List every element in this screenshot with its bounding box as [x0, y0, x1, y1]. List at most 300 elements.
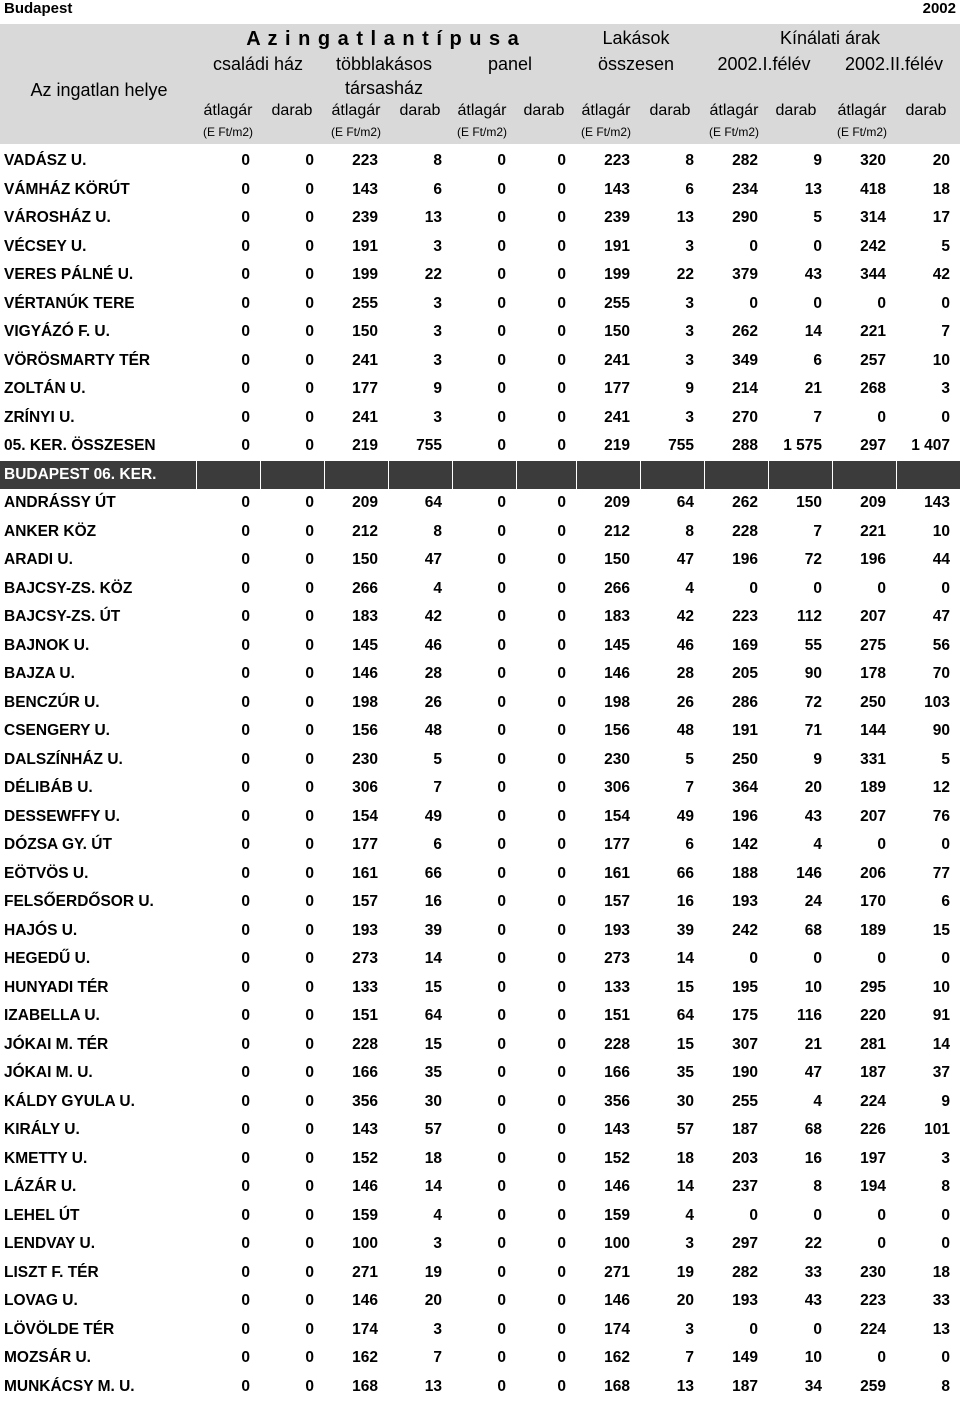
cell-value: 3: [941, 380, 950, 398]
cell-value: 270: [732, 408, 758, 426]
cell-value: 0: [557, 1377, 566, 1395]
street-name: CSENGERY U.: [4, 722, 110, 740]
cell-value: 0: [877, 294, 886, 312]
cell-value: 143: [924, 494, 950, 512]
cell-value: 275: [860, 636, 886, 654]
cell-value: 112: [796, 608, 822, 626]
cell-value: 191: [352, 237, 378, 255]
cell-value: 0: [497, 1035, 506, 1053]
cell-value: 0: [557, 1320, 566, 1338]
cell-value: 162: [604, 1349, 630, 1367]
cell-value: 0: [241, 579, 250, 597]
table-row: [0, 1116, 960, 1145]
cell-value: 0: [305, 522, 314, 540]
table-row: [0, 1002, 960, 1031]
cell-value: 177: [352, 836, 378, 854]
cell-value: [196, 461, 260, 490]
cell-value: 224: [860, 1092, 886, 1110]
cell-value: 0: [557, 693, 566, 711]
cell-value: 262: [732, 494, 758, 512]
cell-value: 0: [813, 237, 822, 255]
cell-value: 0: [497, 636, 506, 654]
cell-value: 21: [804, 1035, 822, 1053]
cell-value: 0: [813, 1206, 822, 1224]
cell-value: 6: [941, 893, 950, 911]
cell-value: 0: [557, 807, 566, 825]
cell-value: 8: [685, 522, 694, 540]
cell-value: 0: [497, 836, 506, 854]
cell-value: 8: [941, 1178, 950, 1196]
cell-value: 0: [241, 608, 250, 626]
cell-value: 199: [604, 266, 630, 284]
cell-value: 0: [305, 323, 314, 341]
cell-value: 0: [305, 1007, 314, 1025]
cell-value: 177: [604, 836, 630, 854]
cell-value: 0: [497, 608, 506, 626]
cell-value: 271: [604, 1263, 630, 1281]
cell-value: 9: [685, 380, 694, 398]
cell-value: 1 407: [911, 437, 950, 455]
cell-value: 3: [685, 1320, 694, 1338]
cell-value: 212: [352, 522, 378, 540]
cell-value: 64: [424, 1007, 442, 1025]
cell-value: 239: [352, 209, 378, 227]
street-name: VADÁSZ U.: [4, 152, 87, 170]
cell-value: 64: [424, 494, 442, 512]
avg-header: átlagár: [581, 102, 631, 119]
street-name: DALSZÍNHÁZ U.: [4, 750, 123, 768]
cell-value: 0: [497, 266, 506, 284]
cell-value: 188: [732, 864, 758, 882]
cell-value: 5: [433, 750, 442, 768]
cell-value: 10: [932, 522, 950, 540]
street-name: 05. KER. ÖSSZESEN: [4, 437, 156, 455]
cell-value: 48: [676, 722, 694, 740]
cell-value: 90: [804, 665, 822, 683]
cell-value: 297: [732, 1235, 758, 1253]
cell-value: 42: [676, 608, 694, 626]
cell-value: 48: [424, 722, 442, 740]
cell-value: 0: [497, 180, 506, 198]
cell-value: 0: [557, 1263, 566, 1281]
cell-value: 57: [424, 1121, 442, 1139]
cell-value: 183: [604, 608, 630, 626]
half2-header: 2002.II.félév: [844, 54, 944, 74]
cell-value: 0: [557, 779, 566, 797]
cell-value: 0: [497, 1235, 506, 1253]
cell-value: 90: [932, 722, 950, 740]
street-name: KÁLDY GYULA U.: [4, 1092, 135, 1110]
cell-value: 57: [676, 1121, 694, 1139]
cell-value: 0: [305, 380, 314, 398]
cell-value: 0: [497, 950, 506, 968]
cell-value: 230: [352, 750, 378, 768]
cell-value: 22: [804, 1235, 822, 1253]
cell-value: 0: [557, 294, 566, 312]
cell-value: 9: [941, 1092, 950, 1110]
unit-label: (E Ft/m2): [581, 125, 631, 139]
cell-value: 151: [604, 1007, 630, 1025]
cell-value: 0: [813, 1320, 822, 1338]
table-row: [0, 261, 960, 290]
cell-value: 0: [497, 1149, 506, 1167]
table-row: [0, 147, 960, 176]
cell-value: 20: [804, 779, 822, 797]
cell-value: 8: [813, 1178, 822, 1196]
cell-value: 152: [352, 1149, 378, 1167]
cell-value: [768, 461, 832, 490]
cell-value: 286: [732, 693, 758, 711]
cell-value: 43: [804, 807, 822, 825]
cell-value: 8: [685, 152, 694, 170]
cell-value: 0: [241, 1007, 250, 1025]
cell-value: 193: [604, 921, 630, 939]
unit-label: (E Ft/m2): [709, 125, 759, 139]
cell-value: 3: [685, 294, 694, 312]
cell-value: 193: [352, 921, 378, 939]
cell-value: 0: [497, 1007, 506, 1025]
street-name: LÁZÁR U.: [4, 1178, 77, 1196]
cell-value: 0: [305, 1121, 314, 1139]
cell-value: 0: [241, 950, 250, 968]
cell-value: 0: [305, 437, 314, 455]
cell-value: 9: [433, 380, 442, 398]
cell-value: 0: [941, 579, 950, 597]
cell-value: 9: [813, 152, 822, 170]
cell-value: 146: [796, 864, 822, 882]
cell-value: 49: [676, 807, 694, 825]
cell-value: 46: [424, 636, 442, 654]
table-row: [0, 660, 960, 689]
cell-value: 0: [305, 1320, 314, 1338]
cell-value: 0: [305, 665, 314, 683]
table-row: [0, 233, 960, 262]
cell-value: 35: [424, 1064, 442, 1082]
cell-value: 237: [732, 1178, 758, 1196]
cell-value: 0: [557, 864, 566, 882]
cell-value: 0: [305, 693, 314, 711]
cell-value: 177: [352, 380, 378, 398]
cell-value: 187: [860, 1064, 886, 1082]
cell-value: 0: [241, 1092, 250, 1110]
cell-value: 0: [497, 1178, 506, 1196]
cell-value: 21: [804, 380, 822, 398]
cell-value: 6: [433, 180, 442, 198]
count-header: darab: [775, 102, 817, 119]
cell-value: 221: [860, 323, 886, 341]
table-row: [0, 603, 960, 632]
cell-value: 193: [732, 893, 758, 911]
cell-value: 26: [676, 693, 694, 711]
cell-value: 70: [932, 665, 950, 683]
cell-value: 0: [305, 1035, 314, 1053]
cell-value: 183: [352, 608, 378, 626]
cell-value: 228: [604, 1035, 630, 1053]
street-name: FELSŐERDŐSOR U.: [4, 893, 154, 911]
cell-value: 0: [305, 551, 314, 569]
cell-value: 145: [604, 636, 630, 654]
cell-value: 295: [860, 978, 886, 996]
cell-value: 3: [433, 1320, 442, 1338]
cell-value: 187: [732, 1377, 758, 1395]
cell-value: 255: [352, 294, 378, 312]
cell-value: 241: [352, 351, 378, 369]
cell-value: 0: [497, 1206, 506, 1224]
street-name: DÉLIBÁB U.: [4, 779, 93, 797]
cell-value: 159: [352, 1206, 378, 1224]
cell-value: 259: [860, 1377, 886, 1395]
cell-value: 9: [813, 750, 822, 768]
cell-value: 219: [604, 437, 630, 455]
cell-value: 0: [241, 237, 250, 255]
table-row: [0, 546, 960, 575]
cell-value: 0: [241, 380, 250, 398]
street-name: VÁMHÁZ KÖRÚT: [4, 180, 130, 198]
table-row: [0, 1259, 960, 1288]
table-row: [0, 945, 960, 974]
table-row: [0, 632, 960, 661]
cell-value: 209: [352, 494, 378, 512]
cell-value: 72: [804, 693, 822, 711]
year-label: 2002: [922, 0, 956, 17]
cell-value: 174: [352, 1320, 378, 1338]
cell-value: 297: [860, 437, 886, 455]
cell-value: 0: [749, 294, 758, 312]
count-header: darab: [905, 102, 947, 119]
cell-value: 0: [557, 1092, 566, 1110]
cell-value: 0: [497, 807, 506, 825]
cell-value: 7: [813, 522, 822, 540]
cell-value: 68: [804, 1121, 822, 1139]
cell-value: 20: [932, 152, 950, 170]
type-title: A z i n g a t l a n t í p u s a: [246, 28, 520, 50]
cell-value: 33: [804, 1263, 822, 1281]
street-name: VÉRTANÚK TERE: [4, 294, 135, 312]
cell-value: 13: [804, 180, 822, 198]
cell-value: 133: [352, 978, 378, 996]
street-name: BENCZÚR U.: [4, 693, 100, 711]
unit-label: (E Ft/m2): [837, 125, 887, 139]
cell-value: 39: [676, 921, 694, 939]
table-row: [0, 917, 960, 946]
cell-value: 207: [860, 608, 886, 626]
table-row: [0, 1344, 960, 1373]
cell-value: 0: [305, 1064, 314, 1082]
cell-value: 306: [604, 779, 630, 797]
cell-value: 0: [557, 722, 566, 740]
cell-value: 196: [732, 551, 758, 569]
cell-value: 0: [305, 180, 314, 198]
panel-header: panel: [487, 54, 533, 74]
cell-value: 14: [804, 323, 822, 341]
cell-value: 0: [557, 1235, 566, 1253]
cell-value: 0: [557, 408, 566, 426]
cell-value: 0: [305, 1092, 314, 1110]
cell-value: 6: [685, 180, 694, 198]
cell-value: 13: [424, 1377, 442, 1395]
cell-value: 3: [433, 294, 442, 312]
cell-value: 166: [352, 1064, 378, 1082]
table-row: [0, 974, 960, 1003]
cell-value: 170: [860, 893, 886, 911]
cell-value: 0: [305, 209, 314, 227]
cell-value: 0: [241, 1064, 250, 1082]
cell-value: 161: [352, 864, 378, 882]
cell-value: 0: [305, 779, 314, 797]
table-row: [0, 746, 960, 775]
cell-value: 14: [932, 1035, 950, 1053]
cell-value: 142: [732, 836, 758, 854]
cell-value: 47: [932, 608, 950, 626]
cell-value: 7: [685, 1349, 694, 1367]
cell-value: 16: [676, 893, 694, 911]
total-header-2: összesen: [597, 54, 675, 74]
cell-value: 145: [352, 636, 378, 654]
cell-value: 0: [305, 950, 314, 968]
cell-value: 0: [305, 1292, 314, 1310]
cell-value: 0: [557, 893, 566, 911]
top-bar: [0, 0, 960, 20]
cell-value: 5: [813, 209, 822, 227]
street-name: LISZT F. TÉR: [4, 1263, 99, 1281]
cell-value: 0: [241, 351, 250, 369]
cell-value: 0: [305, 978, 314, 996]
street-name: HAJÓS U.: [4, 921, 78, 939]
cell-value: 290: [732, 209, 758, 227]
cell-value: 206: [860, 864, 886, 882]
cell-value: 0: [813, 950, 822, 968]
cell-value: 0: [557, 1035, 566, 1053]
cell-value: 7: [433, 779, 442, 797]
cell-value: [576, 461, 640, 490]
cell-value: 0: [557, 950, 566, 968]
cell-value: 0: [497, 1121, 506, 1139]
offer-price-header: Kínálati árak: [779, 28, 881, 48]
cell-value: 0: [241, 978, 250, 996]
cell-value: 34: [804, 1377, 822, 1395]
cell-value: 68: [804, 921, 822, 939]
cell-value: 16: [804, 1149, 822, 1167]
street-name: DESSEWFFY U.: [4, 807, 120, 825]
city-label: Budapest: [4, 0, 73, 17]
cell-value: 4: [685, 1206, 694, 1224]
cell-value: 198: [352, 693, 378, 711]
cell-value: 0: [941, 836, 950, 854]
cell-value: 314: [860, 209, 886, 227]
cell-value: 0: [305, 807, 314, 825]
table-row: [0, 432, 960, 461]
table-row: [0, 347, 960, 376]
cell-value: 143: [604, 180, 630, 198]
unit-label: (E Ft/m2): [457, 125, 507, 139]
cell-value: 0: [497, 294, 506, 312]
cell-value: 0: [305, 836, 314, 854]
cell-value: 250: [732, 750, 758, 768]
cell-value: 257: [860, 351, 886, 369]
table-row: [0, 1173, 960, 1202]
cell-value: 77: [932, 864, 950, 882]
cell-value: 19: [676, 1263, 694, 1281]
table-row: [0, 489, 960, 518]
cell-value: 0: [497, 750, 506, 768]
cell-value: 14: [676, 1178, 694, 1196]
cell-value: 15: [676, 978, 694, 996]
cell-value: 146: [604, 1178, 630, 1196]
cell-value: 7: [941, 323, 950, 341]
cell-value: 24: [804, 893, 822, 911]
cell-value: 214: [732, 380, 758, 398]
cell-value: 241: [604, 408, 630, 426]
cell-value: 223: [604, 152, 630, 170]
cell-value: 103: [924, 693, 950, 711]
cell-value: 273: [604, 950, 630, 968]
cell-value: 101: [924, 1121, 950, 1139]
street-name: EÖTVÖS U.: [4, 864, 89, 882]
cell-value: 3: [433, 1235, 442, 1253]
cell-value: 0: [497, 1377, 506, 1395]
street-name: LEHEL ÚT: [4, 1206, 80, 1224]
table-row: [0, 803, 960, 832]
cell-value: 0: [305, 237, 314, 255]
table-row: [0, 1059, 960, 1088]
cell-value: 268: [860, 380, 886, 398]
cell-value: 13: [676, 1377, 694, 1395]
cell-value: 0: [557, 1007, 566, 1025]
cell-value: 0: [241, 1320, 250, 1338]
cell-value: 156: [604, 722, 630, 740]
cell-value: 197: [860, 1149, 886, 1167]
cell-value: 146: [352, 1178, 378, 1196]
cell-value: 175: [732, 1007, 758, 1025]
table-row: [0, 318, 960, 347]
cell-value: 66: [676, 864, 694, 882]
cell-value: 151: [352, 1007, 378, 1025]
street-name: VIGYÁZÓ F. U.: [4, 323, 110, 341]
cell-value: 143: [352, 1121, 378, 1139]
cell-value: 6: [685, 836, 694, 854]
cell-value: 266: [352, 579, 378, 597]
cell-value: 307: [732, 1035, 758, 1053]
total-header-1: Lakások: [602, 28, 670, 48]
cell-value: 4: [433, 579, 442, 597]
cell-value: 239: [604, 209, 630, 227]
cell-value: 0: [557, 1149, 566, 1167]
cell-value: 66: [424, 864, 442, 882]
cell-value: 0: [497, 351, 506, 369]
cell-value: 150: [352, 551, 378, 569]
street-name: HEGEDŰ U.: [4, 950, 91, 968]
cell-value: 0: [305, 266, 314, 284]
cell-value: 0: [241, 551, 250, 569]
cell-value: 47: [676, 551, 694, 569]
street-name: KMETTY U.: [4, 1149, 88, 1167]
cell-value: 150: [796, 494, 822, 512]
cell-value: 199: [352, 266, 378, 284]
cell-value: 10: [932, 978, 950, 996]
unit-label: (E Ft/m2): [203, 125, 253, 139]
street-name: LOVAG U.: [4, 1292, 78, 1310]
cell-value: [516, 461, 576, 490]
cell-value: 0: [241, 1263, 250, 1281]
cell-value: 0: [241, 266, 250, 284]
cell-value: 196: [732, 807, 758, 825]
cell-value: 35: [676, 1064, 694, 1082]
cell-value: 13: [676, 209, 694, 227]
cell-value: 0: [941, 1206, 950, 1224]
cell-value: 228: [732, 522, 758, 540]
cell-value: 8: [433, 522, 442, 540]
cell-value: 0: [241, 665, 250, 683]
